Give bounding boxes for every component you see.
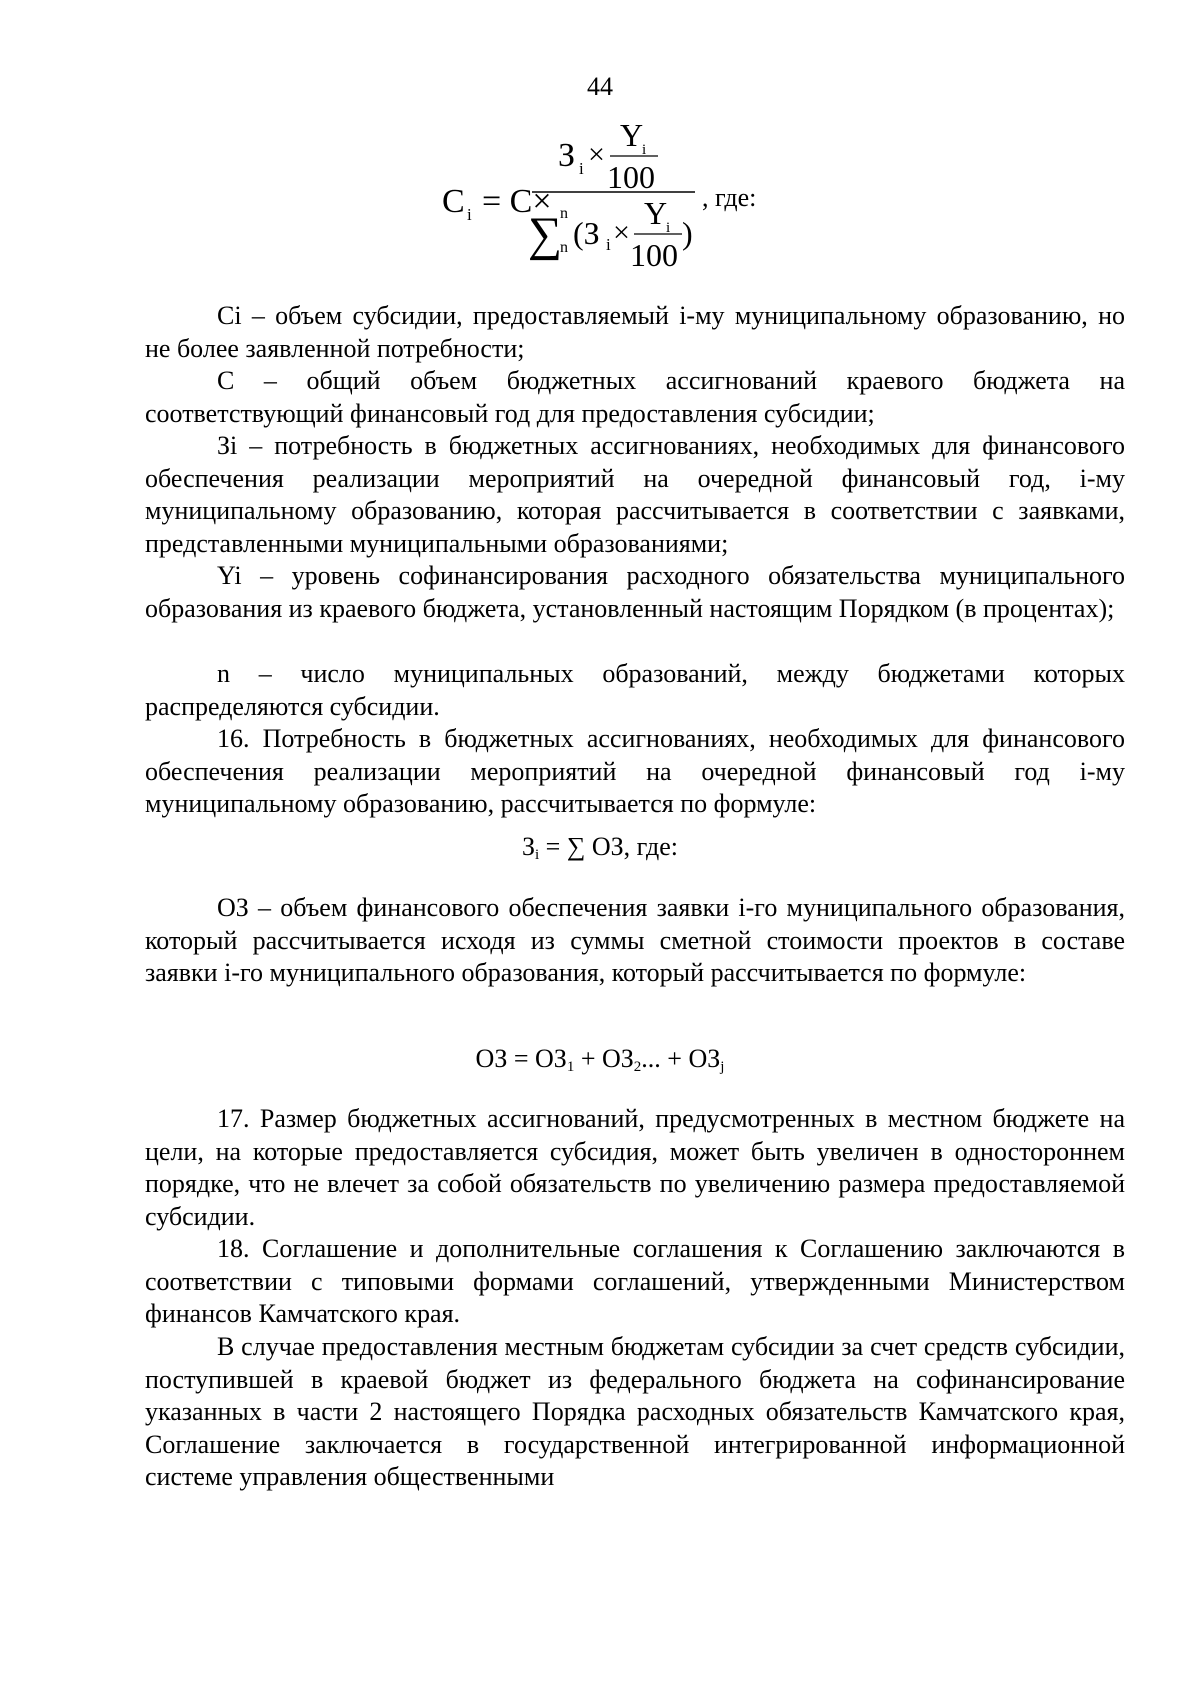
sum-sub: n bbox=[560, 239, 568, 256]
formula3-part2: + ОЗ bbox=[574, 1044, 634, 1073]
den-y-sub: i bbox=[666, 220, 671, 236]
formula-zi-sum bbox=[0, 832, 1200, 864]
formula3-part1: ОЗ = ОЗ bbox=[475, 1044, 567, 1073]
page-number: 44 bbox=[587, 72, 613, 101]
formula-oz-sum bbox=[0, 1044, 1200, 1076]
sum-sup: n bbox=[560, 205, 568, 222]
definition-yi: Yi – уровень софинансирования расходного обязательства муниципального образования из краевого бюджета, установленный настоящим Порядком (в процентах); bbox=[145, 561, 1125, 623]
formula3-sub1: 1 bbox=[566, 1059, 575, 1075]
num-times: × bbox=[588, 138, 605, 171]
num-hundred: 100 bbox=[607, 159, 655, 195]
den-times: × bbox=[613, 216, 630, 249]
definition-c: C – общий объем бюджетных ассигнований краевого бюджета на соответствующий финансовый год для предоставления субсидии; bbox=[145, 366, 1125, 428]
clause-18-continued: В случае предоставления местным бюджетам субсидии за счет средств субсидии, поступившей в краевой бюджет из федерального бюджета на софинансирование указанных в части 2 настоящего Порядка расходных обязательств Камчатского края, Соглашение заключается в государственной интегрированной информационной системе управления общественными bbox=[145, 1332, 1125, 1491]
den-open-z: (З bbox=[573, 215, 600, 251]
formula2-z-sub: i bbox=[534, 847, 540, 863]
num-z-sub: i bbox=[579, 159, 584, 178]
definition-n: n – число муниципальных образований, между бюджетами которых распределяются субсидии. bbox=[145, 659, 1125, 721]
formula-lhs: C bbox=[442, 183, 465, 220]
subsidy-formula bbox=[440, 118, 860, 298]
subsidy-formula-svg bbox=[440, 118, 860, 298]
clause-18: 18. Соглашение и дополнительные соглашения к Соглашению заключаются в соответствии с типовыми формами соглашений, утвержденными Министерством финансов Камчатского края. bbox=[145, 1234, 1125, 1328]
definition-oz: ОЗ – объем финансового обеспечения заявки i-го муниципального образования, который рассчитывается исходя из суммы сметной стоимости проектов в составе заявки i-го муниципального образования, который рассчитывается по формуле: bbox=[145, 893, 1125, 987]
formula3-sub2: 2 bbox=[633, 1059, 642, 1075]
definition-ci: Ci – объем субсидии, предоставляемый i-му муниципальному образованию, но не более заявленной потребности; bbox=[145, 301, 1125, 363]
formula3-sub3: j bbox=[720, 1059, 725, 1075]
den-y: Y bbox=[644, 195, 668, 231]
clause-16: 16. Потребность в бюджетных ассигнованиях, необходимых для финансового обеспечения реализации мероприятий на очередной финансовый год i-му муниципальному образованию, рассчитывается по формуле: bbox=[145, 724, 1125, 818]
num-y-sub: i bbox=[642, 142, 647, 158]
clause-17: 17. Размер бюджетных ассигнований, предусмотренных в местном бюджете на цели, на которые предоставляется субсидия, может быть увеличен в одностороннем порядке, что не влечет за собой обязательств по увеличению размера предоставляемой субсидии. bbox=[145, 1104, 1125, 1231]
formula3-part3: ... + ОЗ bbox=[641, 1044, 721, 1073]
formula2-z: З bbox=[521, 832, 535, 861]
num-z: З bbox=[558, 137, 576, 174]
den-hundred: 100 bbox=[630, 237, 678, 273]
formula2-rest: = ∑ ОЗ, где: bbox=[539, 832, 679, 861]
sum-sign: ∑ bbox=[528, 208, 563, 261]
num-y: Y bbox=[620, 118, 644, 153]
formula-tail: , где: bbox=[702, 183, 757, 212]
formula-lhs-sub: i bbox=[467, 205, 472, 224]
den-z-sub: i bbox=[606, 235, 611, 254]
formula-equals: = C× bbox=[482, 183, 552, 220]
definition-zi: Зi – потребность в бюджетных ассигнованиях, необходимых для финансового обеспечения реализации мероприятий на очередной финансовый год, i-му муниципальному образованию, которая рассчитывается в соответствии с заявками, представленными муниципальными образованиями; bbox=[145, 431, 1125, 558]
den-close: ) bbox=[682, 215, 693, 251]
